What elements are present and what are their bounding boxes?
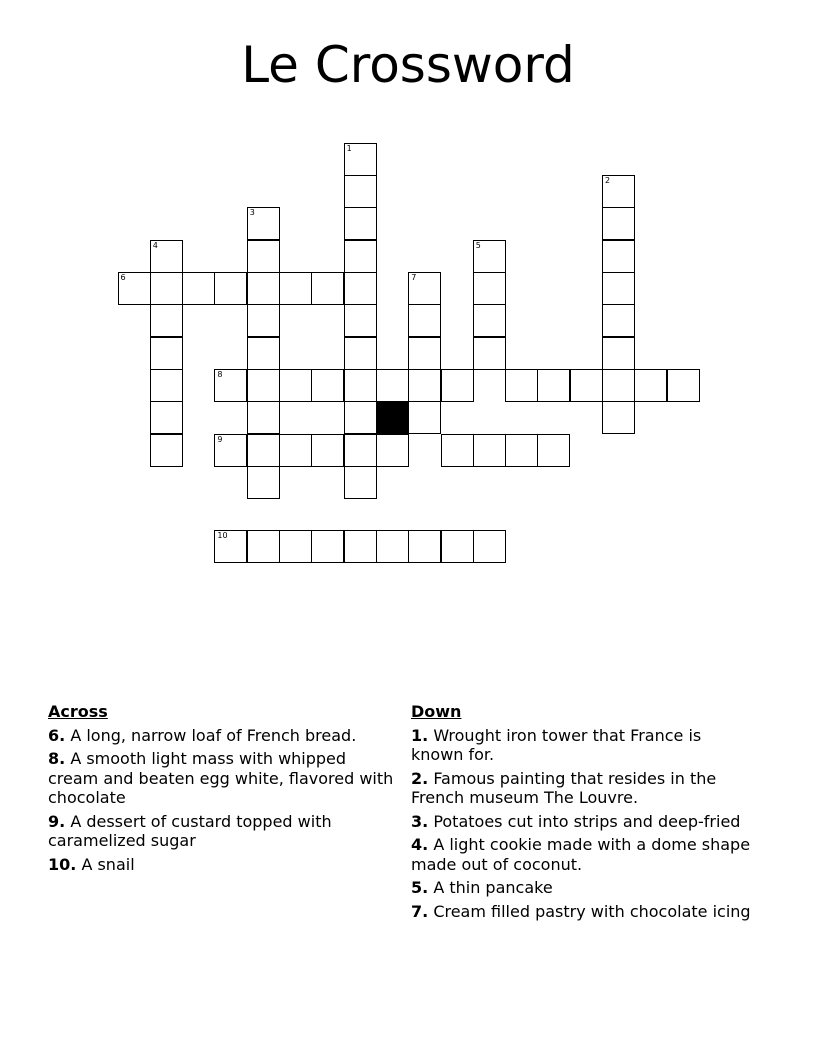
grid-cell[interactable] [344, 143, 377, 176]
clue-number: 5. [411, 878, 429, 897]
cell-number: 9 [217, 434, 223, 444]
grid-cell[interactable] [634, 369, 667, 402]
clue-across-6 [48, 726, 396, 746]
cell-number: 5 [475, 240, 481, 250]
grid-cell[interactable] [247, 304, 280, 337]
grid-cell[interactable] [279, 369, 312, 402]
cell-number: 7 [411, 273, 417, 282]
grid-cell[interactable] [118, 272, 151, 305]
grid-cell[interactable] [247, 466, 280, 499]
grid-cell[interactable] [376, 369, 409, 402]
grid-cell[interactable] [473, 240, 506, 273]
clue-number: 2. [411, 768, 429, 788]
grid-cell[interactable] [150, 401, 183, 434]
clue-number: 6. [48, 725, 66, 745]
clue-number: 9. [48, 811, 66, 831]
grid-cell[interactable] [408, 304, 441, 337]
grid-cell[interactable] [473, 530, 506, 563]
grid-cell[interactable] [344, 207, 377, 240]
clue-text: Famous painting that resides in the French museum The Louvre. [411, 768, 717, 807]
grid-cell[interactable] [344, 369, 377, 402]
across-clues [48, 702, 396, 878]
grid-cell[interactable] [344, 434, 377, 467]
grid-cell[interactable] [602, 207, 635, 240]
grid-cell[interactable] [311, 530, 344, 563]
grid-cell[interactable] [344, 304, 377, 337]
grid-cell[interactable] [441, 369, 474, 402]
grid-cell[interactable] [376, 434, 409, 467]
grid-cell[interactable] [505, 434, 538, 467]
grid-cell[interactable] [344, 272, 377, 305]
grid-cell[interactable] [344, 530, 377, 563]
grid-cell[interactable] [537, 434, 570, 467]
blocked-cell [376, 401, 409, 434]
grid-cell[interactable] [344, 466, 377, 499]
grid-cell[interactable] [311, 369, 344, 402]
grid-cell[interactable] [150, 337, 183, 370]
grid-cell[interactable] [408, 272, 441, 305]
grid-cell[interactable] [247, 337, 280, 370]
grid-cell[interactable] [408, 401, 441, 434]
grid-cell[interactable] [376, 530, 409, 563]
grid-cell[interactable] [602, 369, 635, 402]
clue-down-4 [411, 835, 756, 874]
across-heading: Across [48, 702, 108, 721]
grid-cell[interactable] [408, 337, 441, 370]
grid-cell[interactable] [247, 240, 280, 273]
grid-cell[interactable] [602, 304, 635, 337]
grid-cell[interactable] [505, 369, 538, 402]
grid-cell[interactable] [408, 530, 441, 563]
grid-cell[interactable] [279, 272, 312, 305]
grid-cell[interactable] [473, 337, 506, 370]
clue-number: 8. [48, 749, 66, 768]
grid-cell[interactable] [602, 401, 635, 434]
grid-cell[interactable] [214, 369, 247, 402]
down-heading: Down [411, 702, 462, 721]
grid-cell[interactable] [279, 530, 312, 563]
grid-cell[interactable] [408, 369, 441, 402]
grid-cell[interactable] [344, 337, 377, 370]
grid-cell[interactable] [150, 304, 183, 337]
clue-text: A dessert of custard topped with caramelized sugar [48, 811, 332, 850]
clue-text: Potatoes cut into strips and deep-fried [433, 811, 741, 831]
grid-cell[interactable] [667, 369, 700, 402]
grid-cell[interactable] [279, 434, 312, 467]
clue-down-2 [411, 769, 756, 808]
grid-cell[interactable] [602, 240, 635, 273]
clue-text: A long, narrow loaf of French bread. [70, 725, 357, 745]
clue-across-10 [48, 855, 396, 875]
clue-down-5 [411, 878, 756, 898]
grid-cell[interactable] [570, 369, 603, 402]
clue-text: A smooth light mass with whipped cream and beaten egg white, flavored with chocolate [48, 749, 394, 807]
grid-cell[interactable] [311, 272, 344, 305]
grid-cell[interactable] [214, 434, 247, 467]
cell-number: 6 [120, 273, 126, 282]
grid-cell[interactable] [602, 175, 635, 208]
cell-number: 4 [152, 240, 158, 250]
grid-cell[interactable] [344, 175, 377, 208]
clue-number: 1. [411, 725, 429, 745]
clue-number: 3. [411, 811, 429, 831]
page-title: Le Crossword [241, 36, 575, 94]
grid-cell[interactable] [441, 530, 474, 563]
grid-cell[interactable] [150, 272, 183, 305]
grid-cell[interactable] [182, 272, 215, 305]
grid-cell[interactable] [473, 272, 506, 305]
grid-cell[interactable] [214, 272, 247, 305]
grid-cell[interactable] [150, 240, 183, 273]
clue-text: A thin pancake [433, 878, 553, 897]
grid-cell[interactable] [344, 401, 377, 434]
grid-cell[interactable] [473, 304, 506, 337]
clue-down-1 [411, 726, 756, 765]
clue-text: Cream filled pastry with chocolate icing [433, 901, 751, 921]
cell-number: 8 [217, 369, 223, 379]
clue-text: Wrought iron tower that France is known for. [411, 725, 702, 764]
clue-text: A light cookie made with a dome shape made out of coconut. [411, 835, 751, 874]
grid-cell[interactable] [344, 240, 377, 273]
clue-across-8 [48, 749, 396, 808]
cell-number: 1 [346, 143, 352, 153]
grid-cell[interactable] [150, 369, 183, 402]
clue-down-3 [411, 812, 756, 832]
down-clues [411, 702, 756, 925]
grid-cell[interactable] [247, 272, 280, 305]
grid-cell[interactable] [473, 434, 506, 467]
grid-cell[interactable] [311, 434, 344, 467]
clue-number: 10. [48, 854, 77, 874]
grid-cell[interactable] [247, 530, 280, 563]
grid-cell[interactable] [150, 434, 183, 467]
clue-down-7 [411, 902, 756, 922]
cell-number: 3 [249, 208, 255, 218]
grid-cell[interactable] [247, 401, 280, 434]
grid-cell[interactable] [247, 369, 280, 402]
clue-across-9 [48, 812, 396, 851]
grid-cell[interactable] [247, 434, 280, 467]
clue-number: 7. [411, 901, 429, 921]
grid-cell[interactable] [602, 337, 635, 370]
clue-text: A snail [81, 854, 135, 874]
cell-number: 2 [605, 176, 611, 186]
grid-cell[interactable] [247, 207, 280, 240]
grid-cell[interactable] [602, 272, 635, 305]
grid-cell[interactable] [537, 369, 570, 402]
cell-number: 10 [217, 531, 228, 541]
grid-cell[interactable] [214, 530, 247, 563]
clue-number: 4. [411, 835, 429, 854]
grid-cell[interactable] [441, 434, 474, 467]
